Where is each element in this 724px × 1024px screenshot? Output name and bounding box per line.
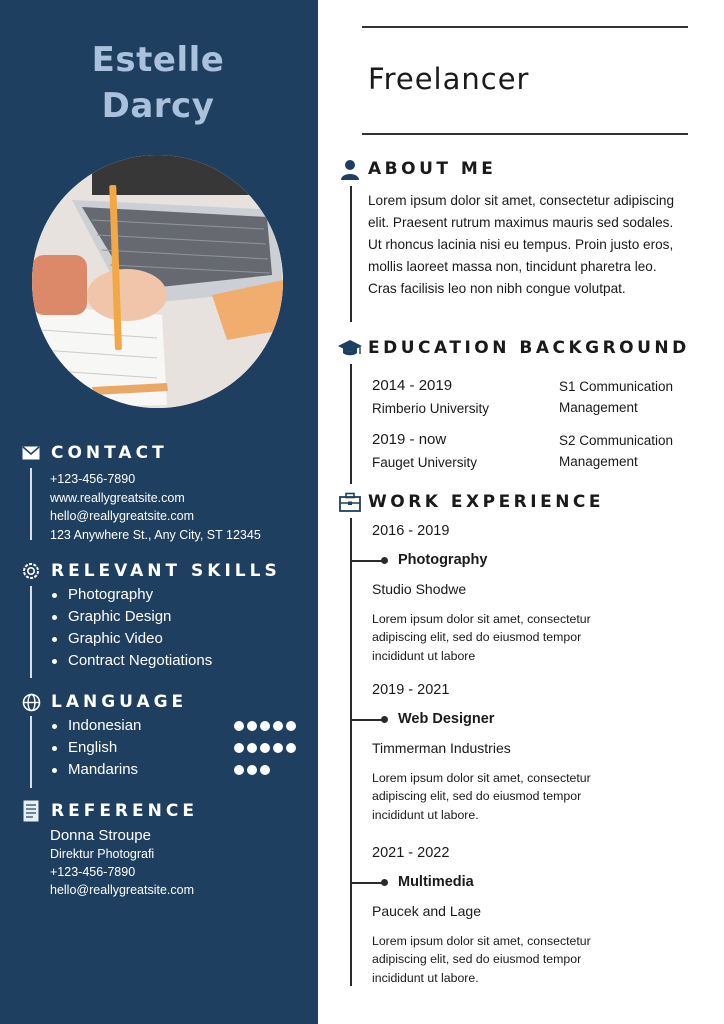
reference-details: [50, 826, 194, 899]
reference-phone: +123-456-7890: [50, 865, 136, 879]
timeline-dot: [381, 716, 388, 723]
language-item: English: [50, 737, 141, 759]
work-role: Photography: [398, 552, 488, 568]
education-item: [372, 376, 489, 419]
job-title: Freelancer: [368, 62, 530, 96]
timeline-connector: [350, 719, 382, 721]
work-years: 2016 - 2019: [372, 523, 450, 539]
about-heading: [338, 157, 496, 181]
proficiency-dot: [247, 743, 257, 753]
education-years: 2019 - now: [372, 431, 447, 448]
education-degree: S2 Communication Management: [559, 433, 674, 469]
about-line: [350, 186, 352, 322]
proficiency-dot: [260, 721, 270, 731]
education-item: [372, 430, 477, 473]
skills-divider: [30, 586, 32, 678]
education-title: EDUCATION BACKGROUND: [368, 338, 690, 358]
contact-email: hello@reallygreatsite.com: [50, 509, 195, 523]
proficiency-dot: [273, 743, 283, 753]
contact-divider: [30, 468, 32, 540]
work-heading: [338, 490, 604, 514]
document-icon: [21, 801, 41, 821]
proficiency-dot: [286, 743, 296, 753]
skills-heading: [21, 561, 281, 581]
briefcase-icon: [338, 490, 362, 514]
education-years: 2014 - 2019: [372, 377, 453, 394]
gear-icon: [21, 561, 41, 581]
timeline-connector: [350, 560, 382, 562]
work-company: Timmerman Industries: [372, 740, 511, 756]
timeline-connector: [350, 882, 382, 884]
work-description: Lorem ipsum dolor sit amet, consectetur adipiscing elit, sed do eiusmod tempor incididunt ut labore.: [372, 771, 591, 822]
work-role: Web Designer: [398, 711, 495, 727]
proficiency-dots: [234, 737, 296, 759]
proficiency-dot: [260, 743, 270, 753]
contact-website: www.reallygreatsite.com: [50, 490, 185, 505]
list-item: Contract Negotiations: [50, 650, 212, 672]
skills-list: [50, 584, 212, 672]
about-title: ABOUT ME: [368, 159, 497, 179]
proficiency-dot: [273, 721, 283, 731]
reference-title: REFERENCE: [51, 801, 198, 821]
contact-phone: +123-456-7890: [50, 472, 136, 486]
contact-title: CONTACT: [51, 443, 168, 463]
about-text: Lorem ipsum dolor sit amet, consectetur adipiscing elit. Praesent rutrum maximus mauris sed sodales. Ut rhoncus lacinia nisi eu tempus. Proin justo eros, mollis laoreet massa non, tincidunt pharetra leo. Cras facilisis leo non nibh congue volutpat.: [368, 193, 674, 296]
proficiency-dots: [234, 759, 296, 781]
proficiency-dot: [286, 721, 296, 731]
language-levels: [234, 715, 296, 781]
list-item: Graphic Video: [50, 628, 212, 650]
proficiency-dot: [234, 743, 244, 753]
proficiency-dot: [247, 765, 257, 775]
education-school: Rimberio University: [372, 401, 490, 416]
work-years: 2019 - 2021: [372, 682, 450, 698]
last-name: Darcy: [101, 86, 215, 126]
proficiency-dots: [234, 715, 296, 737]
top-divider: [362, 26, 688, 28]
education-line: [350, 364, 352, 484]
work-description: Lorem ipsum dolor sit amet, consectetur adipiscing elit, sed do eiusmod tempor incididunt ut labore: [372, 612, 591, 663]
person-icon: [338, 157, 362, 181]
work-years: 2021 - 2022: [372, 845, 450, 861]
language-item: Mandarins: [50, 759, 141, 781]
education-heading: [338, 336, 690, 360]
list-item: Graphic Design: [50, 606, 212, 628]
proficiency-dot: [247, 721, 257, 731]
list-item: Photography: [50, 584, 212, 606]
reference-name: Donna Stroupe: [50, 827, 151, 844]
proficiency-dot: [234, 765, 244, 775]
proficiency-dot: [234, 721, 244, 731]
education-school: Fauget University: [372, 455, 478, 470]
contact-address: 123 Anywhere St., Any City, ST 12345: [50, 527, 261, 542]
timeline-dot: [381, 557, 388, 564]
skills-title: RELEVANT SKILLS: [51, 561, 281, 581]
language-item: Indonesian: [50, 715, 141, 737]
education-degree: S1 Communication Management: [559, 379, 674, 415]
reference-email: hello@reallygreatsite.com: [50, 883, 195, 897]
work-description: Lorem ipsum dolor sit amet, consectetur adipiscing elit, sed do eiusmod tempor incididunt ut labore.: [372, 934, 591, 985]
work-timeline: [350, 518, 352, 986]
language-divider: [30, 716, 32, 788]
language-title: LANGUAGE: [51, 692, 188, 712]
timeline-dot: [381, 879, 388, 886]
globe-icon: [21, 692, 41, 712]
sidebar: [0, 0, 318, 1024]
language-heading: [21, 692, 187, 712]
language-list: [50, 715, 141, 781]
proficiency-dot: [260, 765, 270, 775]
photo-illustration: [32, 155, 283, 408]
reference-role: Direktur Photografi: [50, 847, 155, 861]
work-company: Studio Shodwe: [372, 581, 467, 597]
work-company: Paucek and Lage: [372, 903, 481, 919]
envelope-icon: [21, 443, 41, 463]
work-title: WORK EXPERIENCE: [368, 492, 605, 512]
contact-heading: [21, 443, 168, 463]
contact-details: [50, 470, 261, 544]
work-role: Multimedia: [398, 874, 474, 890]
graduation-cap-icon: [338, 336, 362, 360]
profile-photo: [32, 155, 283, 408]
reference-heading: [21, 801, 198, 821]
title-divider: [362, 133, 688, 135]
first-name: Estelle: [91, 40, 225, 80]
